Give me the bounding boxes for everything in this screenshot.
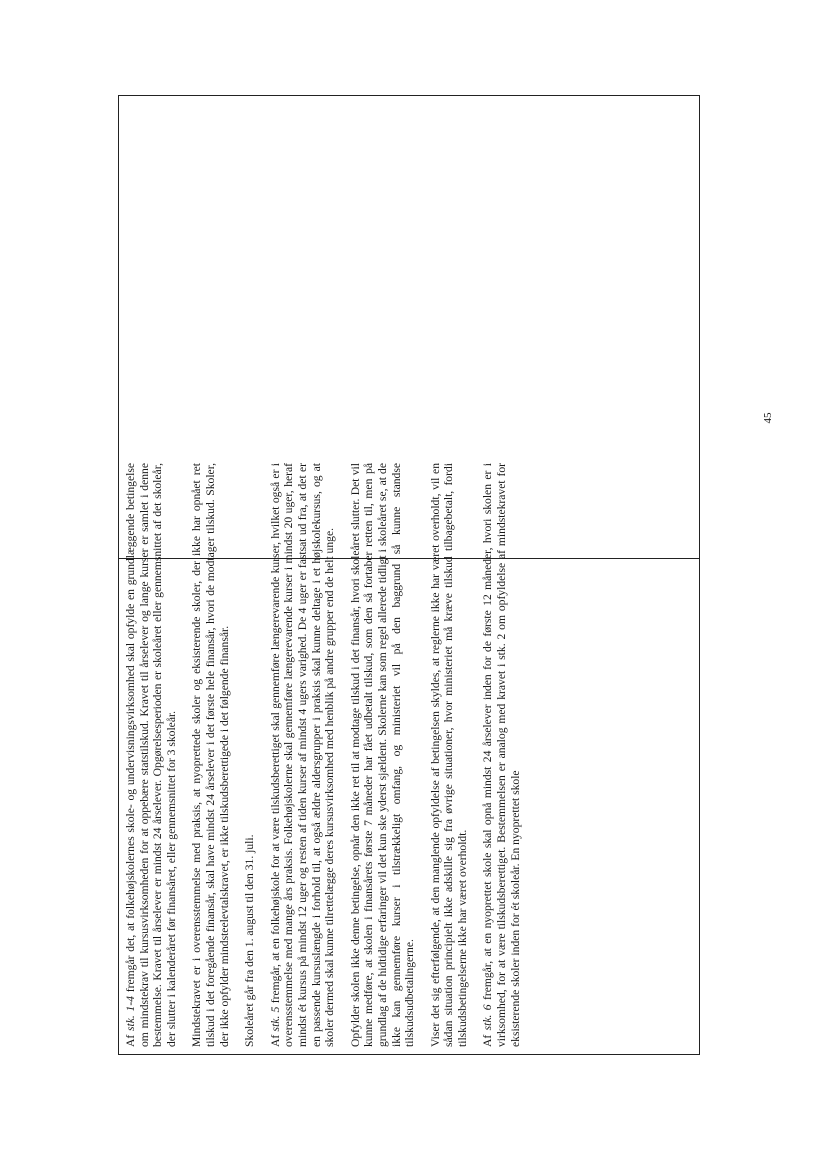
- page-number: 45: [762, 412, 774, 424]
- body-text: [124, 463, 694, 1047]
- rotated-page: [118, 457, 700, 1055]
- paragraph-6: Viser det sig efterfølgende, at den manglende opfyldelse af betingelsen skyldes, at reglerne ikke har været overholdt, vil en sådan situation principielt ikke adskille sig fra øvrige situationer, hvor ministeriet må kræve tilskud tilbagebetalt, fordi tilskudsbetingelserne ikke har været overholdt.: [428, 463, 469, 1047]
- paragraph-2: Mindstekravet er i overensstemmelse med praksis, at nyoprettede skoler og eksisterende skoler, der ikke har opnået ret tilskud i det foregående finansår, skal have mindst 24 årselever i det første hele finansår, hvori de modtager tilskud. Skoler, der ikke opfylder mindsteelevtalskravet, er ikke tilskudsberettigede i det følgende finansår.: [190, 463, 231, 1047]
- paragraph-5: Opfylder skolen ikke denne betingelse, opnår den ikke ret til at modtage tilskud i det finansår, hvori skoleåret slutter. Det vil kunne medføre, at skolen i finansårets første 7 måneder har fået udbetalt tilskud, som den så fortaber retten til, men på grundlag af de hidtidige erfaringer vil det kun ske yderst sjældent. Skolerne kan som regel allerede tidligt i skoleåret se, at de ikke kan gennemføre kurser i tilstrækkeligt omfang, og ministeriet vil på den baggrund så kunne standse tilskudsudbetalingerne.: [348, 463, 417, 1047]
- paragraph-4: Af stk. 5 fremgår, at en folkehøjskole for at være tilskudsberettiget skal gennemføre længerevarende kurser, hvilket også er i overensstemmelse med mange års praksis. Folkehøjskolerne skal gennemføre længerevarende kurser i mindst 20 uger, heraf mindst ét kursus på mindst 12 uger og resten af tiden kurser af mindst 4 ugers varighed. De 4 uger er fastsat ud fra, at det er en passende kursuslængde i forhold til, at også ældre aldersgrupper i praksis skal kunne deltage i et højskolekursus, og at skoler dermed skal kunne tilrettelægge deres kursusvirksomhed med henblik på andre grupper end de helt unge.: [268, 463, 337, 1047]
- paragraph-3: Skoleåret går fra den 1. august til den 31. juli.: [243, 834, 257, 1047]
- paragraph-7: Af stk. 6 fremgår, at en nyoprettet skole skal opnå mindst 24 årselever inden for de første 12 måneder, hvori skolen er i virksomhed, for at være tilskudsberettiget. Bestemmelsen er analog med kravet i stk. 2 om opfyldelse af mindstekravet for eksisterende skoler inden for ét skoleår. En nyoprettet skole: [481, 463, 522, 1047]
- paragraph-1: Af stk. 1-4 fremgår det, at folkehøjskolernes skole- og undervisningsvirksomhed skal opfylde en grundlæggende betingelse om mindstekrav til kursusvirksomheden for at oppebære statstilskud. Kravet til årselever og lange kurser er samlet i denne bestemmelse. Kravet til årselever er mindst 24 årselever. Opgørelsesperioden er skoleåret eller gennemsnittet af det skoleår, der slutter i kalenderåret før finansåret, eller gennemsnittet for 3 skoleår.: [124, 463, 178, 1047]
